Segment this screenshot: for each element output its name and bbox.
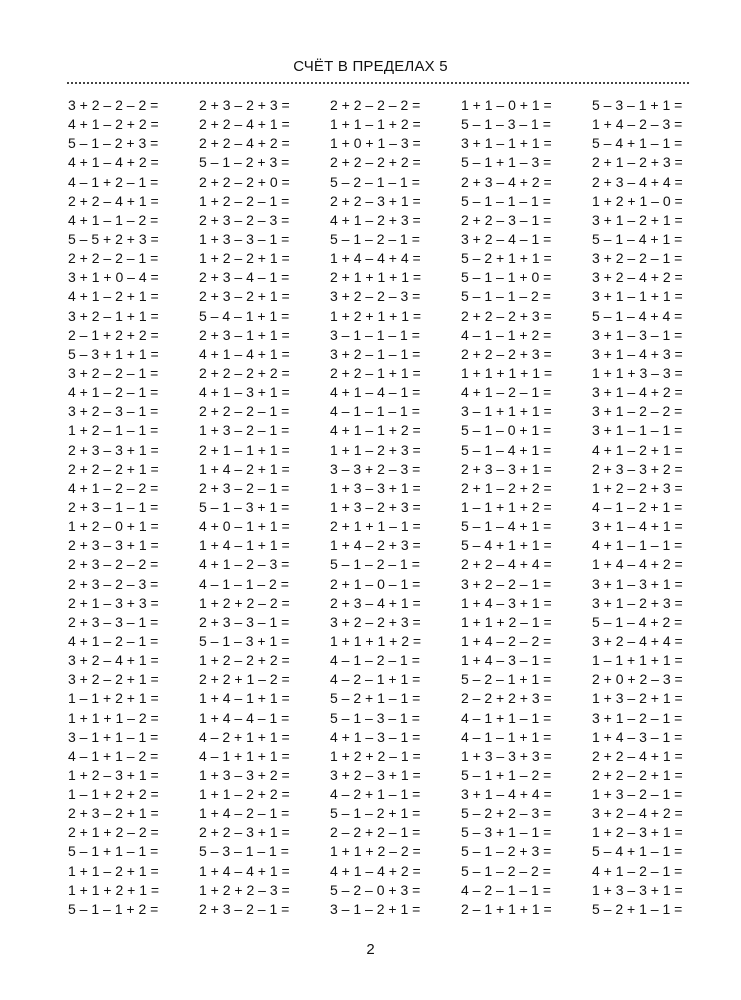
exercise-item: 2 + 3 – 2 + 1 = <box>199 288 290 305</box>
exercise-item: 1 + 4 – 3 – 1 = <box>461 652 552 669</box>
exercise-item: 1 – 1 + 2 + 2 = <box>68 786 159 803</box>
exercise-item: 3 + 1 – 2 – 1 = <box>592 709 683 726</box>
exercise-item: 3 + 1 – 1 + 1 = <box>592 288 683 305</box>
exercise-item: 1 + 4 – 3 + 1 = <box>461 594 552 611</box>
dotted-divider <box>67 82 689 84</box>
exercise-item: 4 – 1 + 1 – 1 = <box>461 709 552 726</box>
exercise-item: 3 + 2 – 2 – 1 = <box>592 250 683 267</box>
exercise-item: 2 + 0 + 2 – 3 = <box>592 671 683 688</box>
exercise-item: 1 + 1 – 2 + 1 = <box>68 862 159 879</box>
exercise-item: 1 + 4 – 2 – 1 = <box>199 805 290 822</box>
exercise-item: 1 + 2 + 1 – 0 = <box>592 192 683 209</box>
exercise-item: 5 – 4 + 1 – 1 = <box>592 843 683 860</box>
exercise-item: 5 – 1 – 3 – 1 = <box>461 116 551 133</box>
exercise-item: 2 + 2 – 3 + 1 = <box>199 824 290 841</box>
exercise-column-4 <box>461 96 592 919</box>
exercise-item: 1 + 4 – 4 – 1 = <box>199 709 290 726</box>
exercise-item: 2 + 3 – 4 + 4 = <box>592 173 683 190</box>
exercise-item: 3 + 2 – 3 + 1 = <box>330 766 421 783</box>
exercise-item: 4 – 1 + 1 + 1 = <box>199 747 290 764</box>
exercise-item: 3 + 2 – 2 + 3 = <box>330 613 421 630</box>
exercise-item: 2 + 2 – 2 + 3 = <box>461 345 552 362</box>
exercise-item: 4 + 1 – 1 – 1 = <box>592 537 683 554</box>
exercise-item: 1 + 1 + 2 – 2 = <box>330 843 421 860</box>
exercise-item: 3 + 1 – 1 + 1 = <box>461 135 552 152</box>
exercise-item: 4 + 1 – 2 + 3 = <box>330 211 421 228</box>
exercise-item: 1 + 0 + 1 – 3 = <box>330 135 421 152</box>
exercise-item: 5 – 1 + 1 – 1 = <box>68 843 159 860</box>
exercise-item: 1 + 3 – 3 – 1 = <box>199 230 290 247</box>
exercise-item: 1 + 2 – 3 + 1 = <box>68 766 159 783</box>
exercise-item: 2 + 2 – 4 + 1 = <box>592 747 683 764</box>
exercise-item: 3 + 2 – 1 – 1 = <box>330 345 421 362</box>
exercise-item: 5 – 1 – 2 – 1 = <box>330 230 420 247</box>
exercise-item: 1 + 1 + 2 – 1 = <box>461 613 552 630</box>
exercise-item: 2 + 3 – 2 + 1 = <box>68 805 159 822</box>
exercise-item: 2 + 3 – 4 + 2 = <box>461 173 552 190</box>
exercise-item: 5 – 1 – 4 + 4 = <box>592 307 683 324</box>
exercise-column-2 <box>199 96 330 919</box>
exercise-item: 4 + 1 – 4 + 2 = <box>330 862 421 879</box>
exercise-item: 1 + 2 + 2 – 2 = <box>199 594 290 611</box>
exercise-item: 4 + 1 – 2 – 2 = <box>68 479 159 496</box>
exercise-column-1 <box>68 96 199 919</box>
exercise-column-3 <box>330 96 461 919</box>
exercise-item: 1 + 1 + 1 – 2 = <box>68 709 159 726</box>
exercise-item: 4 – 1 – 2 + 1 = <box>592 498 683 515</box>
exercise-item: 2 + 2 – 1 + 1 = <box>330 364 421 381</box>
exercise-item: 5 – 1 – 0 + 1 = <box>461 422 552 439</box>
exercise-item: 3 + 1 – 4 + 1 = <box>592 518 683 535</box>
exercise-item: 4 – 2 – 1 – 1 = <box>461 881 551 898</box>
exercise-item: 4 + 0 – 1 + 1 = <box>199 518 290 535</box>
exercise-item: 2 + 2 – 2 – 2 = <box>330 97 421 113</box>
exercise-item: 5 – 2 + 1 + 1 = <box>461 250 552 267</box>
exercise-item: 4 + 1 – 4 – 1 = <box>330 384 421 401</box>
exercise-item: 1 – 1 + 2 + 1 = <box>68 690 159 707</box>
exercise-item: 5 – 2 – 0 + 3 = <box>330 881 421 898</box>
exercise-item: 2 – 1 + 1 + 1 = <box>461 900 552 917</box>
exercise-item: 2 + 3 – 2 – 3 = <box>199 211 290 228</box>
exercise-item: 5 – 1 – 3 – 1 = <box>330 709 420 726</box>
exercise-item: 3 + 1 – 4 + 4 = <box>461 786 552 803</box>
exercise-item: 1 + 4 – 4 + 2 = <box>592 556 683 573</box>
exercise-item: 4 – 1 – 1 + 2 = <box>461 326 552 343</box>
exercise-item: 5 – 2 + 1 – 1 = <box>592 900 683 917</box>
exercise-item: 3 + 2 – 4 + 2 = <box>592 805 683 822</box>
exercise-item: 2 + 1 + 1 + 1 = <box>330 269 422 286</box>
exercise-item: 3 + 2 – 2 – 1 = <box>461 575 552 592</box>
exercise-item: 5 – 3 – 1 – 1 = <box>199 843 289 860</box>
exercise-item: 2 + 3 – 1 + 1 = <box>199 326 290 343</box>
exercise-item: 5 – 1 – 2 – 2 = <box>461 862 551 879</box>
exercise-item: 2 – 2 + 2 + 3 = <box>461 690 552 707</box>
exercise-item: 5 – 5 + 2 + 3 = <box>68 230 159 247</box>
exercise-item: 5 – 1 – 2 – 1 = <box>330 556 420 573</box>
exercise-item: 5 – 4 + 1 – 1 = <box>592 135 683 152</box>
exercise-item: 1 + 3 – 2 – 1 = <box>199 422 290 439</box>
exercise-item: 5 – 1 – 3 + 1 = <box>199 632 290 649</box>
exercise-item: 2 + 2 – 2 – 1 = <box>68 250 159 267</box>
exercise-item: 4 + 1 – 2 – 1 = <box>68 632 159 649</box>
exercise-item: 4 + 1 – 3 + 1 = <box>199 384 290 401</box>
exercise-item: 1 + 2 – 2 + 1 = <box>199 250 290 267</box>
exercise-grid <box>68 96 723 919</box>
exercise-item: 5 – 4 + 1 + 1 = <box>461 537 552 554</box>
exercise-item: 1 + 3 – 2 – 1 = <box>592 786 683 803</box>
exercise-item: 1 + 2 + 2 – 3 = <box>199 881 290 898</box>
exercise-item: 4 – 2 – 1 + 1 = <box>330 671 421 688</box>
exercise-item: 1 + 1 + 2 + 1 = <box>68 881 160 898</box>
exercise-item: 1 + 1 – 1 + 2 = <box>330 116 421 133</box>
exercise-item: 1 + 2 – 0 + 1 = <box>68 518 159 535</box>
exercise-item: 1 + 4 – 2 + 1 = <box>199 460 290 477</box>
exercise-item: 1 + 3 – 3 + 1 = <box>330 479 421 496</box>
exercise-item: 3 + 1 – 3 – 1 = <box>592 326 683 343</box>
exercise-item: 1 – 1 + 1 + 2 = <box>461 498 552 515</box>
exercise-item: 1 + 4 – 2 – 2 = <box>461 632 552 649</box>
exercise-item: 2 + 2 – 3 – 1 = <box>461 211 552 228</box>
exercise-item: 5 – 4 – 1 + 1 = <box>199 307 290 324</box>
exercise-item: 2 + 2 – 2 + 3 = <box>461 307 552 324</box>
exercise-item: 1 + 3 – 2 + 1 = <box>592 690 683 707</box>
exercise-item: 3 + 2 – 2 – 2 = <box>68 97 159 113</box>
exercise-item: 5 – 2 – 1 – 1 = <box>330 173 420 190</box>
exercise-item: 3 + 1 – 4 + 2 = <box>592 384 683 401</box>
exercise-item: 4 – 1 + 1 – 2 = <box>68 747 159 764</box>
exercise-item: 5 – 1 – 4 + 1 = <box>461 518 552 535</box>
exercise-item: 3 + 2 – 2 – 3 = <box>330 288 421 305</box>
exercise-item: 1 – 1 + 1 + 1 = <box>592 652 683 669</box>
exercise-item: 5 – 2 + 1 – 1 = <box>330 690 421 707</box>
exercise-item: 2 + 1 – 3 + 3 = <box>68 594 159 611</box>
exercise-item: 2 + 3 – 2 + 3 = <box>199 97 290 113</box>
page-number: 2 <box>366 941 375 958</box>
exercise-item: 2 + 2 – 4 + 2 = <box>199 135 290 152</box>
exercise-item: 4 + 1 – 2 – 3 = <box>199 556 290 573</box>
exercise-item: 1 + 2 – 2 – 1 = <box>199 192 290 209</box>
exercise-item: 2 + 3 – 3 + 1 = <box>68 537 159 554</box>
exercise-item: 2 + 1 – 2 + 3 = <box>592 154 683 171</box>
exercise-item: 5 – 3 + 1 – 1 = <box>461 824 552 841</box>
exercise-item: 3 – 3 + 2 – 3 = <box>330 460 421 477</box>
exercise-item: 2 + 1 – 2 + 2 = <box>461 479 552 496</box>
exercise-item: 3 + 1 – 3 + 1 = <box>592 575 683 592</box>
exercise-item: 5 – 1 – 2 + 3 = <box>199 154 290 171</box>
exercise-item: 5 – 1 + 1 – 2 = <box>461 766 552 783</box>
exercise-item: 1 + 1 – 0 + 1 = <box>461 97 552 113</box>
exercise-item: 5 – 1 – 4 + 1 = <box>592 230 683 247</box>
exercise-item: 2 + 3 – 2 – 3 = <box>68 575 159 592</box>
exercise-item: 3 + 2 – 2 – 1 = <box>68 364 159 381</box>
exercise-item: 1 + 1 + 1 + 2 = <box>330 632 422 649</box>
exercise-item: 5 – 1 – 2 + 3 = <box>461 843 552 860</box>
exercise-item: 2 + 2 + 1 – 2 = <box>199 671 290 688</box>
exercise-item: 3 – 1 + 1 + 1 = <box>461 403 552 420</box>
exercise-item: 1 + 1 + 1 + 1 = <box>461 364 553 381</box>
exercise-item: 4 – 1 – 1 – 1 = <box>330 403 420 420</box>
exercise-item: 3 + 2 – 4 – 1 = <box>461 230 552 247</box>
exercise-item: 2 + 3 – 3 – 1 = <box>68 613 159 630</box>
exercise-item: 5 – 1 – 1 + 0 = <box>461 269 552 286</box>
exercise-item: 1 + 2 + 1 + 1 = <box>330 307 422 324</box>
exercise-item: 5 – 1 – 4 + 2 = <box>592 613 683 630</box>
exercise-item: 3 – 1 – 1 – 1 = <box>330 326 420 343</box>
exercise-item: 2 + 1 + 1 – 1 = <box>330 518 421 535</box>
exercise-item: 5 – 1 – 3 + 1 = <box>199 498 290 515</box>
exercise-item: 5 – 1 – 4 + 1 = <box>461 441 552 458</box>
exercise-item: 5 – 2 + 2 – 3 = <box>461 805 552 822</box>
exercise-item: 3 – 1 + 1 – 1 = <box>68 728 159 745</box>
exercise-item: 3 + 1 – 2 + 1 = <box>592 211 683 228</box>
exercise-item: 5 – 1 – 2 + 3 = <box>68 135 159 152</box>
exercise-item: 2 + 3 – 1 – 1 = <box>68 498 159 515</box>
exercise-item: 4 + 1 – 2 + 1 = <box>68 288 159 305</box>
exercise-item: 3 + 2 – 3 – 1 = <box>68 403 159 420</box>
exercise-item: 1 + 4 – 4 + 1 = <box>199 862 290 879</box>
exercise-item: 4 – 1 – 2 – 1 = <box>330 652 420 669</box>
exercise-item: 2 + 3 – 3 + 2 = <box>592 460 683 477</box>
exercise-item: 4 + 1 – 2 – 1 = <box>68 384 159 401</box>
exercise-item: 2 + 2 – 2 – 1 = <box>199 403 290 420</box>
exercise-item: 2 + 3 – 2 – 1 = <box>199 900 290 917</box>
exercise-item: 2 + 2 – 2 + 2 = <box>330 154 421 171</box>
exercise-item: 1 + 4 – 2 + 3 = <box>330 537 421 554</box>
exercise-item: 5 – 1 – 1 + 2 = <box>68 900 159 917</box>
exercise-item: 2 + 3 – 3 + 1 = <box>68 441 159 458</box>
exercise-item: 3 + 2 – 4 + 4 = <box>592 632 683 649</box>
exercise-item: 4 + 1 – 4 + 2 = <box>68 154 159 171</box>
exercise-item: 1 + 3 – 2 + 3 = <box>330 498 421 515</box>
exercise-item: 1 + 2 – 2 + 3 = <box>592 479 683 496</box>
exercise-item: 5 – 1 – 2 + 1 = <box>330 805 421 822</box>
exercise-item: 3 – 1 – 2 + 1 = <box>330 900 421 917</box>
exercise-item: 2 + 2 – 2 + 1 = <box>592 766 683 783</box>
exercise-item: 1 + 3 – 3 + 3 = <box>461 747 552 764</box>
exercise-item: 2 + 3 – 2 – 2 = <box>68 556 159 573</box>
exercise-item: 4 + 1 – 2 + 2 = <box>68 116 159 133</box>
exercise-item: 5 – 1 – 1 – 2 = <box>461 288 551 305</box>
exercise-item: 5 – 3 + 1 + 1 = <box>68 345 159 362</box>
exercise-item: 2 + 3 – 3 – 1 = <box>199 613 290 630</box>
exercise-item: 4 + 1 – 1 + 2 = <box>330 422 421 439</box>
exercise-item: 4 – 2 + 1 + 1 = <box>199 728 290 745</box>
exercise-item: 3 + 2 – 1 + 1 = <box>68 307 159 324</box>
page-title: СЧЁТ В ПРЕДЕЛАХ 5 <box>293 58 448 75</box>
exercise-column-5 <box>592 96 723 919</box>
exercise-item: 4 + 1 – 3 – 1 = <box>330 728 421 745</box>
exercise-item: 2 + 2 – 4 + 1 = <box>199 116 290 133</box>
exercise-item: 2 + 2 – 2 + 2 = <box>199 364 290 381</box>
exercise-item: 2 + 3 – 4 + 1 = <box>330 594 421 611</box>
exercise-item: 1 + 1 – 2 + 2 = <box>199 786 290 803</box>
exercise-item: 2 + 3 – 4 – 1 = <box>199 269 290 286</box>
exercise-item: 3 + 2 – 2 + 1 = <box>68 671 159 688</box>
exercise-item: 1 + 1 + 3 – 3 = <box>592 364 683 381</box>
exercise-item: 2 – 1 + 2 + 2 = <box>68 326 159 343</box>
exercise-item: 2 + 1 + 2 – 2 = <box>68 824 159 841</box>
exercise-item: 4 – 1 – 1 – 2 = <box>199 575 289 592</box>
exercise-item: 2 + 1 – 1 + 1 = <box>199 441 290 458</box>
exercise-item: 4 + 1 – 2 – 1 = <box>592 862 683 879</box>
exercise-item: 2 + 3 – 2 – 1 = <box>199 479 290 496</box>
exercise-item: 4 + 1 – 1 – 2 = <box>68 211 159 228</box>
exercise-item: 2 – 2 + 2 – 1 = <box>330 824 421 841</box>
exercise-item: 1 + 2 – 2 + 2 = <box>199 652 290 669</box>
exercise-item: 3 + 2 – 4 + 2 = <box>592 269 683 286</box>
exercise-item: 1 + 4 – 3 – 1 = <box>592 728 683 745</box>
exercise-item: 4 + 1 – 2 + 1 = <box>592 441 683 458</box>
exercise-item: 5 – 1 – 1 – 1 = <box>461 192 551 209</box>
exercise-item: 3 + 1 – 2 + 3 = <box>592 594 683 611</box>
exercise-item: 2 + 2 – 4 + 4 = <box>461 556 552 573</box>
exercise-item: 3 + 1 – 1 – 1 = <box>592 422 683 439</box>
exercise-item: 5 – 3 – 1 + 1 = <box>592 97 683 113</box>
exercise-item: 2 + 2 – 2 + 0 = <box>199 173 290 190</box>
exercise-item: 2 + 2 – 2 + 1 = <box>68 460 159 477</box>
exercise-item: 2 + 2 – 4 + 1 = <box>68 192 159 209</box>
exercise-item: 1 + 3 – 3 + 1 = <box>592 881 683 898</box>
exercise-item: 1 + 2 + 2 – 1 = <box>330 747 421 764</box>
exercise-item: 3 + 2 – 4 + 1 = <box>68 652 159 669</box>
exercise-item: 1 + 4 – 1 + 1 = <box>199 537 290 554</box>
exercise-item: 4 + 1 – 2 – 1 = <box>461 384 552 401</box>
exercise-item: 1 + 4 – 2 – 3 = <box>592 116 683 133</box>
exercise-item: 4 – 1 + 2 – 1 = <box>68 173 159 190</box>
exercise-item: 1 + 2 – 1 – 1 = <box>68 422 159 439</box>
exercise-item: 2 + 3 – 3 + 1 = <box>461 460 552 477</box>
exercise-item: 3 + 1 – 2 – 2 = <box>592 403 683 420</box>
exercise-item: 2 + 2 – 3 + 1 = <box>330 192 421 209</box>
exercise-item: 1 + 4 – 4 + 4 = <box>330 250 421 267</box>
exercise-item: 4 + 1 – 4 + 1 = <box>199 345 290 362</box>
exercise-item: 5 – 2 – 1 + 1 = <box>461 671 552 688</box>
exercise-item: 1 + 2 – 3 + 1 = <box>592 824 683 841</box>
exercise-item: 5 – 1 + 1 – 3 = <box>461 154 552 171</box>
exercise-item: 3 + 1 – 4 + 3 = <box>592 345 683 362</box>
exercise-item: 1 + 1 – 2 + 3 = <box>330 441 421 458</box>
exercise-item: 3 + 1 + 0 – 4 = <box>68 269 159 286</box>
exercise-item: 4 – 2 + 1 – 1 = <box>330 786 421 803</box>
exercise-item: 1 + 3 – 3 + 2 = <box>199 766 290 783</box>
exercise-item: 2 + 1 – 0 – 1 = <box>330 575 421 592</box>
exercise-item: 4 – 1 – 1 + 1 = <box>461 728 552 745</box>
exercise-item: 1 + 4 – 1 + 1 = <box>199 690 290 707</box>
